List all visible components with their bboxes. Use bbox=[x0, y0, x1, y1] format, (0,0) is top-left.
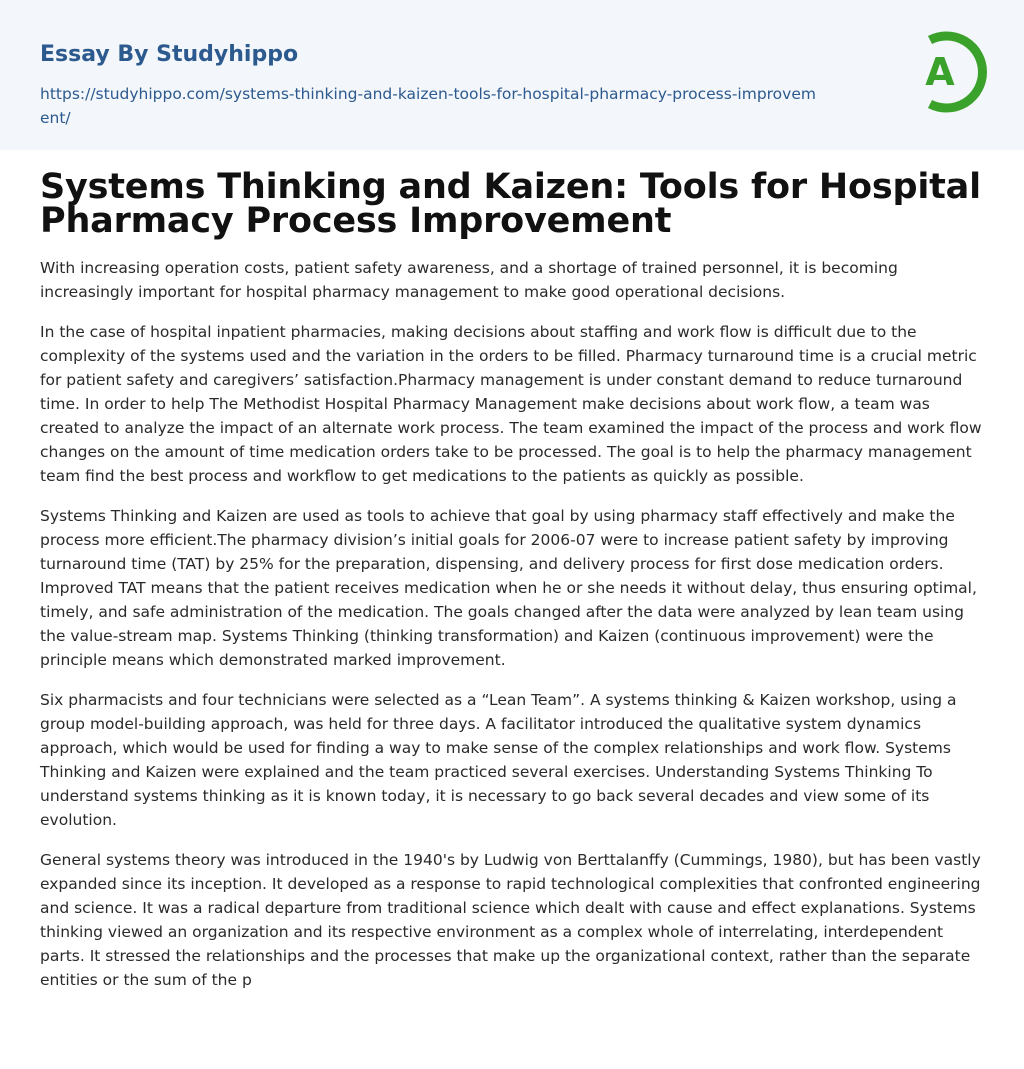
article-paragraph: In the case of hospital inpatient pharmacies, making decisions about staffing and work flow is difficult due to the complexity of the systems used and the variation in the orders to be filled. Pharmacy turnaround time is a crucial metric for patient safety and caregivers’ satisfaction.Pharmacy management is under constant demand to reduce turnaround time. In order to help The Methodist Hospital Pharmacy Management make decisions about work flow, a team was created to analyze the impact of an alternate work process. The team examined the impact of the process and work flow changes on the amount of time medication orders take to be processed. The goal is to help the pharmacy management team find the best process and workflow to get medications to the patients as quickly as possible. bbox=[40, 323, 982, 485]
article-content bbox=[40, 167, 985, 1008]
article-paragraph: With increasing operation costs, patient safety awareness, and a shortage of trained personnel, it is becoming increasingly important for hospital pharmacy management to make good operational decisions. bbox=[40, 259, 898, 301]
site-header bbox=[0, 0, 1024, 150]
essay-url-link[interactable]: https://studyhippo.com/systems-thinking-and-kaizen-tools-for-hospital-pharmacy-process-improvement/ bbox=[40, 85, 816, 127]
logo-letter: A bbox=[925, 50, 955, 94]
site-brand[interactable]: Essay By Studyhippo bbox=[40, 42, 299, 67]
article-paragraph: General systems theory was introduced in the 1940's by Ludwig von Berttalanffy (Cummings, 1980), but has been vastly expanded since its inception. It developed as a response to rapid technological complexities that confronted engineering and science. It was a radical departure from traditional science which dealt with cause and effect explanations. Systems thinking viewed an organization and its respective environment as a complex whole of interrelating, interdependent parts. It stressed the relationships and the processes that make up the organizational context, rather than the separate entities or the sum of the p bbox=[40, 851, 981, 989]
article-title: Systems Thinking and Kaizen: Tools for Hospital Pharmacy Process Improvement bbox=[40, 167, 981, 241]
article-paragraph: Systems Thinking and Kaizen are used as tools to achieve that goal by using pharmacy staff effectively and make the process more efficient.The pharmacy division’s initial goals for 2006-07 were to increase patient safety by improving turnaround time (TAT) by 25% for the preparation, dispensing, and delivery process for first dose medication orders. Improved TAT means that the patient receives medication when he or she needs it without delay, thus ensuring optimal, timely, and safe administration of the medication. The goals changed after the data were analyzed by lean team using the value-stream map. Systems Thinking (thinking transformation) and Kaizen (continuous improvement) were the principle means which demonstrated marked improvement. bbox=[40, 507, 977, 669]
studyhippo-logo-icon[interactable] bbox=[908, 28, 988, 116]
article-paragraph: Six pharmacists and four technicians were selected as a “Lean Team”. A systems thinking & Kaizen workshop, using a group model-building approach, was held for three days. A facilitator introduced the qualitative system dynamics approach, which would be used for finding a way to make sense of the complex relationships and work flow. Systems Thinking and Kaizen were explained and the team practiced several exercises. Understanding Systems Thinking To understand systems thinking as it is known today, it is necessary to go back several decades and view some of its evolution. bbox=[40, 691, 957, 829]
